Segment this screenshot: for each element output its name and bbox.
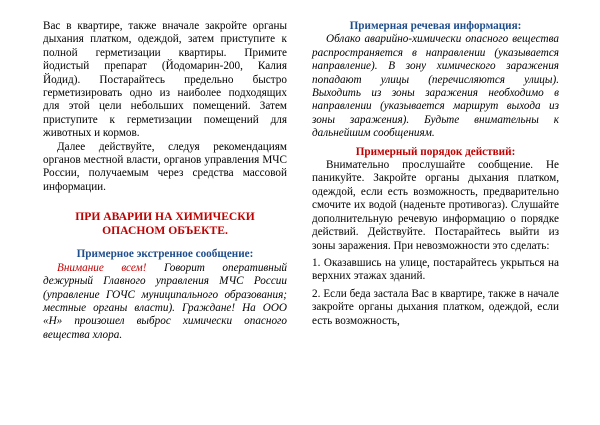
right-column (312, 20, 559, 328)
actions-heading: Примерный порядок действий: (355, 145, 516, 158)
emergency-message-text (43, 262, 287, 342)
body-paragraph: Далее действуйте, следуя рекомендациям органов местной власти, органов управления МЧС России, получаемым через средства массовой информации. (43, 140, 287, 193)
body-paragraph: Вас в квартире, также вначале закройте органы дыхания платком, одеждой, затем приступите к полной герметизации квартиры. Примите йодистый препарат (Йодомарин-200, Калия Йодид). Постарайтесь предельно быстро герметизировать одно из наиболее подходящих для этой цели небольших помещений. Затем приступите к герметизации помещений для животных и кормов. (43, 20, 287, 140)
emergency-message-body: Говорит оперативный дежурный Главного управления МЧС России (управление ГОЧС муниципального образования; местные органы власти). Граждане! На ООО «Н» произошел выброс химически опасного вещества хлора. (43, 261, 287, 341)
emergency-message-heading: Примерное экстренное сообщение: (76, 248, 254, 261)
left-column (43, 20, 287, 342)
action-item: 1. Оказавшись на улице, постарайтесь укрыться на верхних этажах зданий. (312, 256, 559, 283)
attention-phrase: Внимание всем! (57, 261, 147, 274)
speech-info-text: Облако аварийно-химически опасного вещества распространяется в направлении (указывается направление). В зону химического заражения попадают улицы (перечисляются улицы). Выходить из зоны заражения необходимо в направлении (указывается маршрут выхода из зоны заражения). Будьте внимательны к дальнейшим сообщениям. (312, 33, 559, 140)
speech-info-heading: Примерная речевая информация: (349, 20, 522, 32)
action-item: 2. Если беда застала Вас в квартире, также в начале закройте органы дыхания платком, одеждой, если есть возможность, (312, 287, 559, 327)
chemical-accident-heading: ПРИ АВАРИИ НА ХИМИЧЕСКИ ОПАСНОМ ОБЪЕКТЕ. (75, 210, 255, 238)
actions-text: Внимательно прослушайте сообщение. Не паникуйте. Закройте органы дыхания платком, одеждой, если есть возможность, предварительно смочите их водой (наденьте противогаз). Слушайте дополнительную речевую информацию о порядке действий. Действуйте. Постарайтесь выйти из зоны заражения. При невозможности это сделать: (312, 159, 559, 252)
